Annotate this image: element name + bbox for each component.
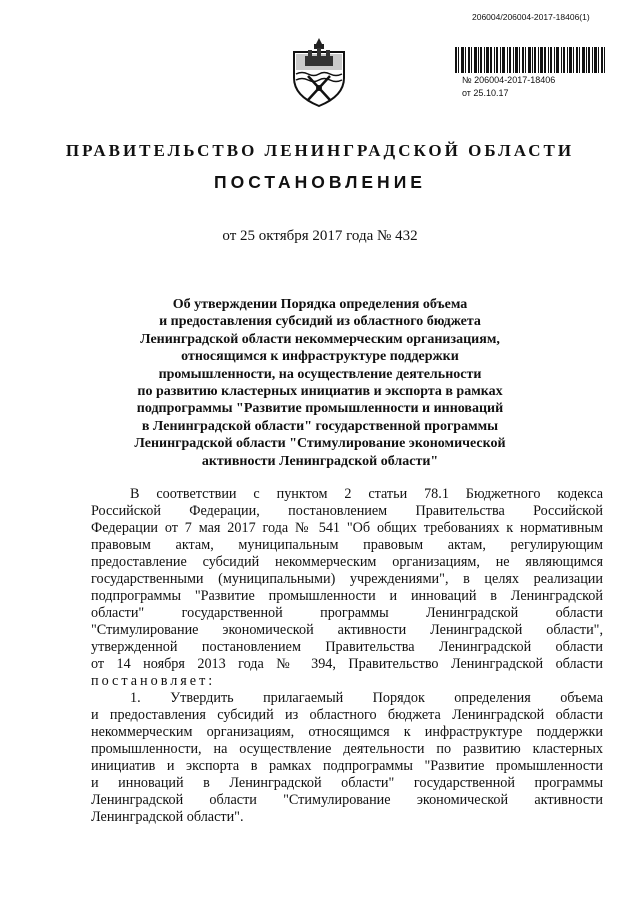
body-line: "Стимулирование экономической активности Ленинградской области", xyxy=(91,622,603,638)
body-line-resolves: постановляет: xyxy=(91,673,216,689)
body-line: Федерации от 7 мая 2017 года № 541 "Об общих требованиях к нормативным xyxy=(91,520,603,536)
body-line: правовым актам, муниципальным правовым актам, регулирующим xyxy=(91,537,603,553)
body-line: Ленинградской области "Стимулирование экономической активности xyxy=(91,792,603,808)
government-title: ПРАВИТЕЛЬСТВО ЛЕНИНГРАДСКОЙ ОБЛАСТИ xyxy=(65,141,575,160)
subject-line: относящимся к инфраструктуре поддержки xyxy=(181,349,459,365)
body-line: области" государственной программы Ленинградской области xyxy=(91,605,603,621)
body-line: предоставление субсидий некоммерческим организациям, не являющимся xyxy=(91,554,603,570)
registration-number: № 206004-2017-18406 xyxy=(462,75,556,85)
body-line: Ленинградской области". xyxy=(91,809,244,825)
body-line: подпрограммы "Развитие промышленности и инноваций в Ленинградской xyxy=(91,588,603,604)
body-line: и предоставления субсидий из областного бюджета Ленинградской области xyxy=(91,707,603,723)
barcode xyxy=(455,47,605,73)
document-reference: 206004/206004-2017-18406(1) xyxy=(472,12,590,22)
body-line: 1. Утвердить прилагаемый Порядок определения объема xyxy=(130,690,603,706)
subject-line: Ленинградской области некоммерческим организациям, xyxy=(140,331,500,347)
document-type-title: ПОСТАНОВЛЕНИЕ xyxy=(214,172,426,192)
body-line: инициатив и экспорта в рамках подпрограммы "Развитие промышленности xyxy=(91,758,603,774)
subject-line: Об утверждении Порядка определения объема xyxy=(172,297,468,312)
body-line: Российской Федерации, постановлением Правительства Российской xyxy=(91,503,603,519)
subject-line: и предоставления субсидий из областного бюджета xyxy=(159,314,481,330)
subject-line: в Ленинградской области" государственной программы xyxy=(141,418,499,434)
body-line: некоммерческим организациям, относящимся к инфраструктуре поддержки xyxy=(91,724,603,740)
document-subject xyxy=(60,296,580,470)
subject-line: промышленности, на осуществление деятельности xyxy=(158,366,482,382)
subject-line: по развитию кластерных инициатив и экспорта в рамках xyxy=(137,384,503,400)
registration-date: от 25.10.17 xyxy=(462,88,509,98)
subject-line: Ленинградской области "Стимулирование экономической xyxy=(134,436,506,452)
body-line: промышленности, на осуществление деятельности по развитию кластерных xyxy=(91,741,603,757)
body-line: В соответствии с пунктом 2 статьи 78.1 Бюджетного кодекса xyxy=(130,486,603,502)
body-line: утвержденной постановлением Правительства Ленинградской области xyxy=(91,639,603,655)
body-line: государственными (муниципальными) учреждениями", в целях реализации xyxy=(91,571,603,587)
decree-date-number: от 25 октября 2017 года № 432 xyxy=(222,228,418,244)
body-line: и инноваций в Ленинградской области" государственной программы xyxy=(91,775,603,791)
subject-line: подпрограммы "Развитие промышленности и инноваций xyxy=(136,401,504,417)
subject-line: активности Ленинградской области" xyxy=(201,453,439,469)
coat-of-arms-emblem xyxy=(288,36,350,108)
body-line: от 14 ноября 2013 года № 394, Правительство Ленинградской области xyxy=(91,656,603,672)
